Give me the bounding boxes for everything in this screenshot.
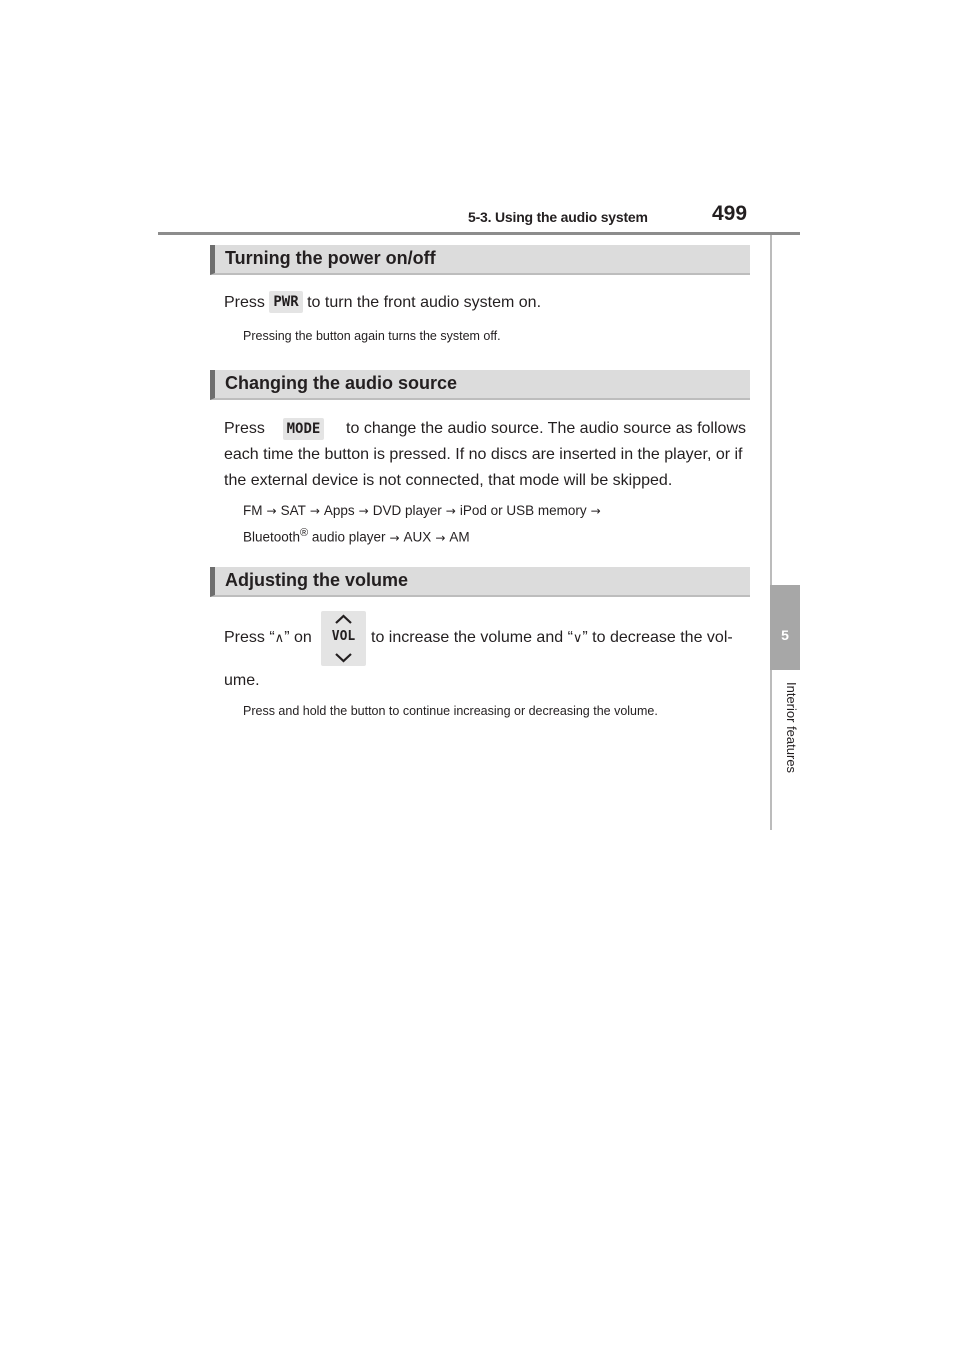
section-title-source: Changing the audio source	[225, 373, 458, 393]
source-text-line3: the external device is not connected, that mode will be skipped.	[224, 472, 673, 489]
volume-note: Press and hold the button to continue increasing or decreasing the volume.	[243, 704, 658, 718]
seq-dvd: DVD player	[372, 503, 442, 518]
seq-apps: Apps	[323, 503, 355, 518]
pwr-button-icon: PWR	[269, 291, 302, 313]
volume-text-d: ” to decrease the vol-	[582, 629, 733, 646]
seq-bluetooth: Bluetooth	[243, 529, 301, 545]
arrow-icon: →	[389, 530, 400, 545]
page-number: 499	[712, 202, 748, 225]
chapter-number: 5	[781, 627, 789, 643]
mode-button-icon: MODE	[283, 418, 325, 440]
arrow-icon: →	[309, 504, 320, 518]
power-instruction	[224, 290, 541, 316]
volume-text-a: Press “	[224, 629, 275, 646]
press-word: Press	[224, 294, 265, 311]
caret-up-icon: ∧	[274, 630, 285, 645]
source-sequence	[243, 500, 605, 549]
arrow-icon: →	[590, 504, 601, 518]
volume-instruction-line2: ume.	[224, 672, 260, 689]
seq-audio-player: audio player	[311, 529, 386, 545]
header-rule	[158, 232, 800, 235]
side-rule-bottom	[770, 670, 772, 830]
seq-aux: AUX	[403, 529, 432, 545]
arrow-icon: →	[435, 530, 446, 545]
running-header-section: 5-3. Using the audio system	[468, 209, 648, 225]
registered-mark: ®	[300, 527, 309, 539]
arrow-icon: →	[266, 504, 277, 518]
vol-label: VOL	[331, 629, 356, 644]
chapter-label: Interior features	[784, 682, 799, 774]
power-instruction-text: to turn the front audio system on.	[307, 294, 542, 311]
seq-ipod: iPod or USB memory	[459, 503, 587, 518]
chevron-down-icon	[335, 653, 352, 663]
source-sequence-line2	[243, 522, 605, 549]
vol-button-icon	[321, 611, 366, 666]
volume-instruction-part2	[371, 625, 733, 651]
arrow-icon: →	[445, 504, 456, 518]
arrow-icon: →	[358, 504, 369, 518]
press-word: Press	[224, 420, 265, 437]
volume-text-c: to increase the volume and “	[371, 629, 573, 646]
section-title-power: Turning the power on/off	[225, 248, 436, 268]
volume-instruction-part1	[224, 625, 312, 651]
chevron-up-icon	[335, 614, 352, 624]
seq-am: AM	[449, 529, 470, 545]
section-header-power	[210, 245, 750, 275]
source-instruction	[224, 416, 746, 494]
source-text-line2: each time the button is pressed. If no discs are inserted in the player, or if	[224, 446, 743, 463]
section-title-volume: Adjusting the volume	[225, 570, 409, 590]
section-header-volume	[210, 567, 750, 597]
power-note: Pressing the button again turns the system off.	[243, 329, 501, 343]
volume-text-b: ” on	[284, 629, 312, 646]
caret-down-icon: ∨	[572, 630, 583, 645]
source-text-line1: to change the audio source. The audio source as follows	[346, 420, 746, 437]
side-rule-top	[770, 235, 772, 585]
seq-fm: FM	[243, 503, 263, 518]
source-sequence-line1	[243, 500, 605, 522]
seq-sat: SAT	[280, 503, 306, 518]
section-header-source	[210, 370, 750, 400]
